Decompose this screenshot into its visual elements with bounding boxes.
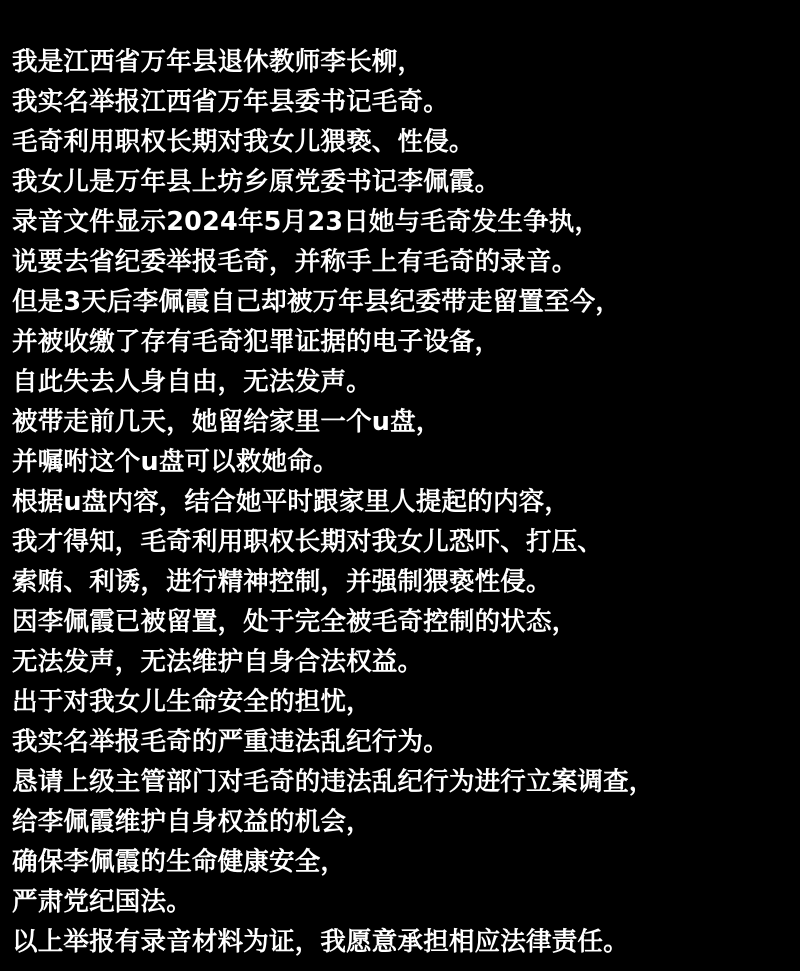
statement-line: 给李佩霞维护自身权益的机会，	[12, 807, 372, 837]
statement-line: 出于对我女儿生命安全的担忧，	[12, 687, 372, 717]
statement-line: 恳请上级主管部门对毛奇的违法乱纪行为进行立案调查，	[12, 767, 655, 797]
statement-line: 我才得知，毛奇利用职权长期对我女儿恐吓、打压、	[12, 527, 604, 557]
statement-line: 无法发声，无法维护自身合法权益。	[12, 647, 424, 677]
statement-line: 自此失去人身自由，无法发声。	[12, 367, 372, 397]
statement-line: 我是江西省万年县退休教师李长柳，	[12, 47, 424, 77]
statement-line: 说要去省纪委举报毛奇，并称手上有毛奇的录音。	[12, 247, 578, 277]
statement-line: 确保李佩霞的生命健康安全，	[12, 847, 347, 877]
statement-line: 毛奇利用职权长期对我女儿猥亵、性侵。	[12, 127, 475, 157]
statement-line: 我女儿是万年县上坊乡原党委书记李佩霞。	[12, 167, 501, 197]
statement-line: 录音文件显示2024年5月23日她与毛奇发生争执，	[12, 207, 601, 237]
statement-line: 并嘱咐这个u盘可以救她命。	[12, 447, 339, 477]
statement-line: 严肃党纪国法。	[12, 887, 192, 917]
statement-line: 索贿、利诱，进行精神控制，并强制猥亵性侵。	[12, 567, 552, 597]
statement-line: 根据u盘内容，结合她平时跟家里人提起的内容，	[12, 487, 571, 517]
statement-line: 我实名举报江西省万年县委书记毛奇。	[12, 87, 449, 117]
statement-line: 我实名举报毛奇的严重违法乱纪行为。	[12, 727, 449, 757]
statement-line: 被带走前几天，她留给家里一个u盘，	[12, 407, 442, 437]
statement-line: 并被收缴了存有毛奇犯罪证据的电子设备，	[12, 327, 501, 357]
statement-line: 因李佩霞已被留置，处于完全被毛奇控制的状态，	[12, 607, 578, 637]
statement-line: 但是3天后李佩霞自己却被万年县纪委带走留置至今，	[12, 287, 622, 317]
statement-line: 以上举报有录音材料为证，我愿意承担相应法律责任。	[12, 927, 629, 957]
